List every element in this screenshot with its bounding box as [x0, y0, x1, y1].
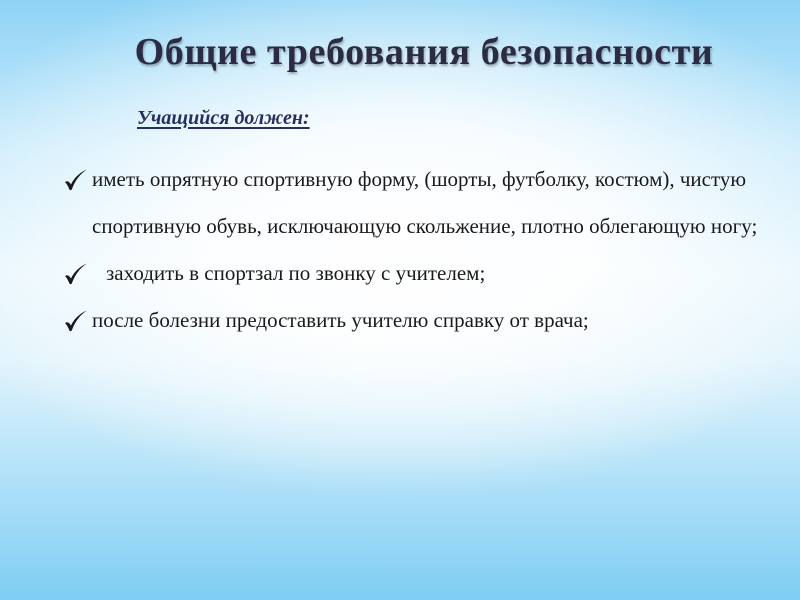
list-item	[0, 250, 800, 297]
checkmark-icon	[63, 250, 91, 297]
bullet-text: заходить в спортзал по звонку с учителем;	[106, 261, 486, 285]
list-item	[0, 297, 800, 344]
slide-subtitle: Учащийся должен:	[137, 107, 310, 129]
checkmark-icon	[63, 156, 91, 203]
bullet-list	[0, 156, 800, 344]
bullet-text: иметь опрятную спортивную форму, (шорты, футболку, костюм), чистую спортивную обувь, исключающую скольжение, плотно облегающую ногу;	[92, 167, 758, 238]
list-item	[0, 156, 800, 250]
checkmark-icon	[63, 297, 91, 344]
bullet-text: после болезни предоставить учителю справку от врача;	[92, 308, 589, 332]
slide-title: Общие требования безопасности	[134, 31, 714, 73]
